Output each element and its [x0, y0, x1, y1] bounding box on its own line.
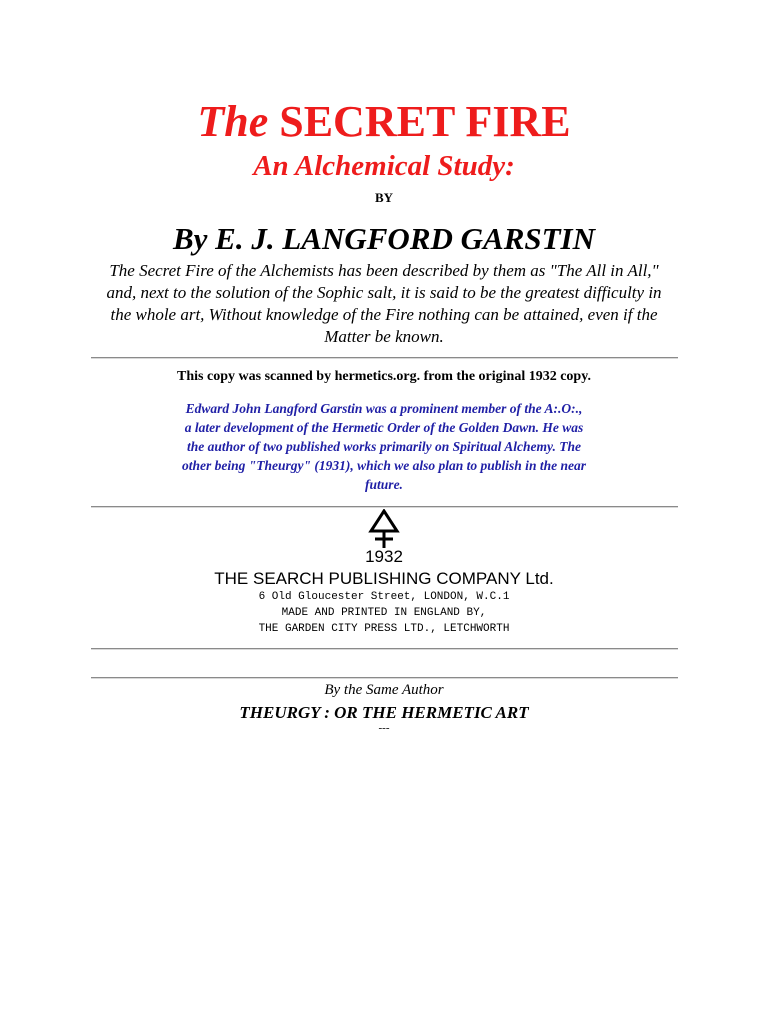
- bio-line: the author of two published works primarily on Spiritual Alchemy. The: [187, 439, 581, 454]
- bio-line: Edward John Langford Garstin was a prominent member of the A:.O:.,: [185, 401, 583, 416]
- title-prefix: The: [197, 97, 269, 146]
- printer-name: THE GARDEN CITY PRESS LTD., LETCHWORTH: [258, 623, 510, 635]
- intro-line: Matter be known.: [324, 327, 444, 346]
- divider: [91, 677, 678, 679]
- divider: [91, 648, 678, 650]
- bio-line: other being "Theurgy" (1931), which we also plan to publish in the near: [182, 458, 586, 473]
- bio-line: future.: [365, 477, 403, 492]
- author-line: By E. J. LANGFORD GARSTIN: [173, 221, 595, 256]
- printed-by: MADE AND PRINTED IN ENGLAND BY,: [281, 607, 487, 619]
- intro-line: and, next to the solution of the Sophic salt, it is said to be the greatest difficulty in: [106, 283, 662, 302]
- book-subtitle: An Alchemical Study:: [253, 150, 515, 182]
- sulphur-symbol-icon: [367, 509, 401, 549]
- intro-line: The Secret Fire of the Alchemists has been described by them as "The All in All,": [109, 261, 659, 280]
- scan-note: This copy was scanned by hermetics.org. from the original 1932 copy.: [177, 369, 591, 384]
- publisher-name: THE SEARCH PUBLISHING COMPANY Ltd.: [214, 569, 554, 588]
- author-bio: [150, 399, 618, 494]
- book-title: [0, 96, 768, 148]
- end-marker: ---: [378, 722, 390, 734]
- divider: [91, 357, 678, 359]
- divider: [91, 506, 678, 508]
- bio-line: a later development of the Hermetic Order of the Golden Dawn. He was: [184, 420, 584, 435]
- intro-paragraph: [88, 260, 680, 348]
- intro-line: the whole art, Without knowledge of the Fire nothing can be attained, even if the: [110, 305, 658, 324]
- other-work-title: THEURGY : OR THE HERMETIC ART: [239, 703, 529, 722]
- same-author-label: By the Same Author: [324, 682, 444, 698]
- publication-year: 1932: [365, 547, 403, 566]
- title-main: SECRET FIRE: [279, 97, 571, 146]
- publisher-address: 6 Old Gloucester Street, LONDON, W.C.1: [258, 591, 510, 603]
- by-label: BY: [374, 190, 394, 205]
